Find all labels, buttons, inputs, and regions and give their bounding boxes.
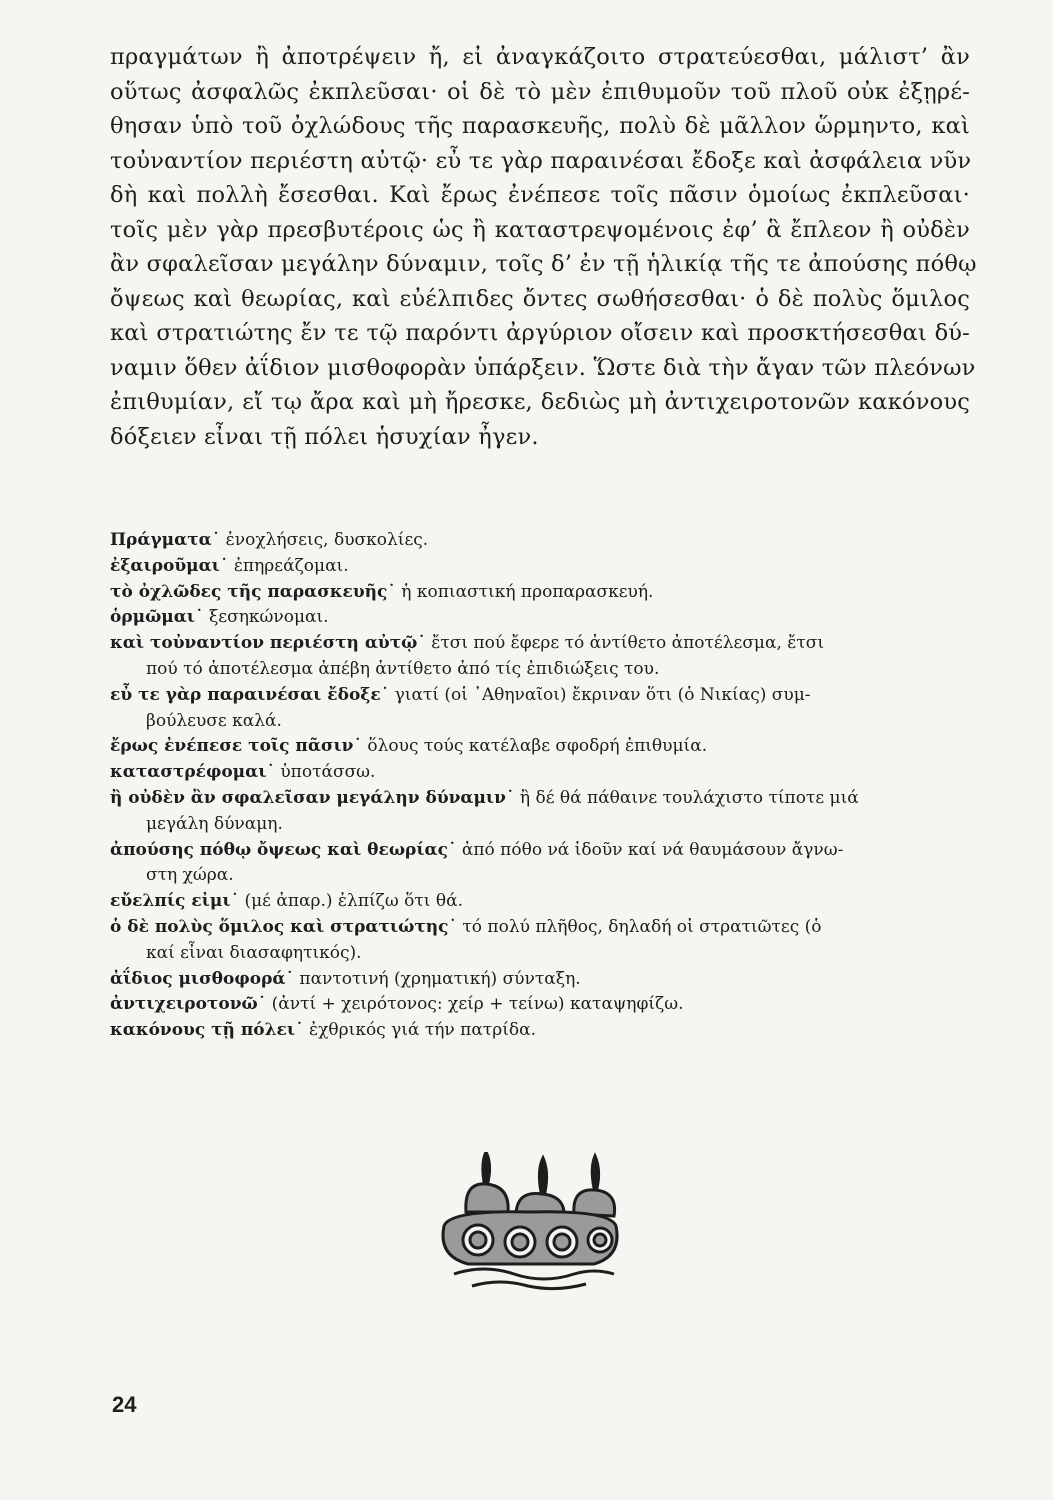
glossary-definition: μεγάλη δύναμη. [146,813,283,834]
glossary-separator: ˙ [417,633,426,654]
glossary-entry [110,967,966,993]
glossary-entry [110,889,966,915]
glossary-definition: πού τό ἀποτέλεσμα ἀπέβη ἀντίθετο ἀπό τίς ἐπιδιώξεις του. [146,658,660,679]
glossary-separator: ˙ [380,684,390,705]
glossary-entry [110,760,966,786]
glossary-separator: ˙ [447,839,457,860]
glossary-row-continued [110,863,966,889]
glossary-separator: ˙ [353,736,362,757]
glossary-entry [110,786,966,838]
glossary-definition: (μέ ἀπαρ.) ἐλπίζω ὅτι θά. [244,891,463,912]
glossary-definition: στη χώρα. [146,865,234,886]
glossary-definition: παντοτινή (χρηματική) σύνταξη. [299,968,581,989]
text-line: ναμιν ὅθεν ἀΐδιον μισθοφορὰν ὑπάρξειν. Ὥστε διὰ τὴν ἄγαν τῶν πλεόνων [110,354,976,381]
text-line: τοῖς μὲν γὰρ πρεσβυτέροις ὡς ἢ καταστρεψομένοις ἐφ’ ἃ ἔπλεον ἢ οὐδὲν [110,216,970,243]
glossary-separator: ˙ [387,581,396,602]
text-line: ἐπιθυμίαν, εἴ τῳ ἄρα καὶ μὴ ἤρεσκε, δεδιὼς μὴ ἀντιχειροτονῶν κακόνους [110,389,970,415]
glossary-row [110,760,966,786]
text-line: ἂν σφαλεῖσαν μεγάλην δύναμιν, τοῖς δ’ ἐν τῇ ἡλικίᾳ τῆς τε ἀπούσης πόθῳ [110,251,977,277]
text-line: τοὐναντίον περιέστη αὐτῷ· εὖ τε γὰρ παραινέσαι ἔδοξε καὶ ἀσφάλεια νῦν [110,147,972,174]
glossary-entry [110,605,966,631]
text-line: καὶ στρατιώτης ἔν τε τῷ παρόντι ἀργύριον οἴσειν καὶ προσκτήσεσθαι δύ- [110,320,970,346]
glossary-term: εὔελπίς εἰμι [110,891,231,912]
text-line: πραγμάτων ἢ ἀποτρέψειν ἤ, εἰ ἀναγκάζοιτο στρατεύεσθαι, μάλιστ’ ἂν [110,44,970,70]
glossary-term: ἢ οὐδὲν ἂν σφαλεῖσαν μεγάλην δύναμιν [110,787,506,808]
glossary-term: Πράγματα [110,530,212,550]
glossary-definition: ξεσηκώνομαι. [208,607,329,628]
glossary-separator: ˙ [219,555,229,576]
glossary-separator: ˙ [257,994,267,1015]
glossary-separator: ˙ [211,530,221,550]
glossary-entry [110,683,966,735]
text-line: ὄψεως καὶ θεωρίας, καὶ εὐέλπιδες ὄντες σωθήσεσθαι· ὁ δὲ πολὺς ὅμιλος [110,285,970,312]
glossary-entry [110,915,966,967]
glossary-separator: ˙ [285,968,294,989]
glossary-term: κακόνους τῇ πόλει [110,1020,296,1041]
glossary-term: ἔρως ἐνέπεσε τοῖς πᾶσιν [110,736,354,757]
glossary-term: ὁ δὲ πολὺς ὅμιλος καὶ στρατιώτης [110,916,449,937]
glossary-separator: ˙ [295,1020,304,1041]
ornament-icon [424,1152,624,1292]
glossary-definition: ἐνοχλήσεις, δυσκολίες. [225,530,429,550]
text-line: θησαν ὑπὸ τοῦ ὀχλώδους τῆς παρασκευῆς, πολὺ δὲ μᾶλλον ὥρμηντο, καὶ [110,113,970,139]
ornament-drawing [424,1152,624,1292]
glossary-row [110,631,966,657]
glossary-definition: (ἀντί + χειρότονος: χείρ + τείνω) καταψηφίζω. [271,994,684,1015]
glossary-entry [110,528,966,554]
glossary-separator: ˙ [266,762,275,783]
glossary-row [110,967,966,993]
text-line: δὴ καὶ πολλὴ ἔσεσθαι. Καὶ ἔρως ἐνέπεσε τοῖς πᾶσιν ὁμοίως ἐκπλεῦσαι· [110,182,970,208]
glossary-row [110,1018,966,1044]
page-number: 24 [112,1392,137,1417]
glossary-entry [110,1018,966,1044]
glossary-definition: ὅλους τούς κατέλαβε σφοδρή ἐπιθυμία. [367,736,708,757]
glossary-row-continued [110,709,966,735]
glossary-term: ἀντιχειροτονῶ [110,994,258,1015]
glossary-row-continued [110,657,966,683]
glossary-definition: ἔτσι πού ἔφερε τό ἀντίθετο ἀποτέλεσμα, ἔτσι [431,633,825,654]
glossary-term: τὸ ὀχλῶδες τῆς παρασκευῆς [110,581,388,602]
glossary-entry [110,838,966,890]
glossary-entry [110,580,966,606]
glossary-row [110,786,966,812]
glossary-entry [110,631,966,683]
glossary [110,528,966,1044]
glossary-definition: γιατί (οἱ ᾿Αθηναῖοι) ἔκριναν ὅτι (ὁ Νικίας) συμ- [394,684,811,705]
glossary-definition: ἢ δέ θά πάθαινε τουλάχιστο τίποτε μιά [519,787,859,808]
glossary-definition: βούλευσε καλά. [146,710,282,731]
glossary-definition: καί εἶναι διασαφητικός). [146,942,362,963]
greek-text-passage [110,40,977,454]
glossary-definition: ἐπηρεάζομαι. [233,555,349,576]
glossary-row [110,889,966,915]
glossary-definition: τό πολύ πλῆθος, δηλαδή οἱ στρατιῶτες (ὁ [462,916,822,937]
glossary-row-continued [110,812,966,838]
text-line: οὕτως ἀσφαλῶς ἐκπλεῦσαι· οἱ δὲ τὸ μὲν ἐπιθυμοῦν τοῦ πλοῦ οὐκ ἐξῃρέ- [110,78,970,105]
glossary-row-continued [110,941,966,967]
glossary-row [110,554,966,580]
glossary-term: καὶ τοὐναντίον περιέστη αὐτῷ [110,633,418,654]
glossary-separator: ˙ [230,891,240,912]
glossary-separator: ˙ [448,916,457,937]
glossary-term: ἐξαιροῦμαι [110,555,220,576]
glossary-entry [110,992,966,1018]
glossary-separator: ˙ [195,607,204,628]
glossary-term: ἀπούσης πόθῳ ὄψεως καὶ θεωρίας [110,839,448,860]
glossary-term: καταστρέφομαι [110,762,267,783]
glossary-row [110,992,966,1018]
glossary-term: εὖ τε γὰρ παραινέσαι ἔδοξε [110,684,381,705]
glossary-row [110,580,966,606]
glossary-row [110,528,966,554]
glossary-definition: ἡ κοπιαστική προπαρασκευή. [401,581,654,602]
glossary-entry [110,734,966,760]
glossary-definition: ἐχθρικός γιά τήν πατρίδα. [309,1020,536,1041]
glossary-term: ὁρμῶμαι [110,607,196,628]
glossary-entry [110,554,966,580]
glossary-row [110,734,966,760]
glossary-row [110,605,966,631]
glossary-row [110,838,966,864]
glossary-definition: ἀπό πόθο νά ἰδοῦν καί νά θαυμάσουν ἄγνω- [461,839,844,860]
glossary-term: ἀΐδιος μισθοφορά [110,968,286,989]
text-line: δόξειεν εἶναι τῇ πόλει ἡσυχίαν ἦγεν. [110,423,539,450]
glossary-separator: ˙ [505,787,515,808]
glossary-definition: ὑποτάσσω. [280,762,376,783]
glossary-row [110,915,966,941]
glossary-row [110,683,966,709]
